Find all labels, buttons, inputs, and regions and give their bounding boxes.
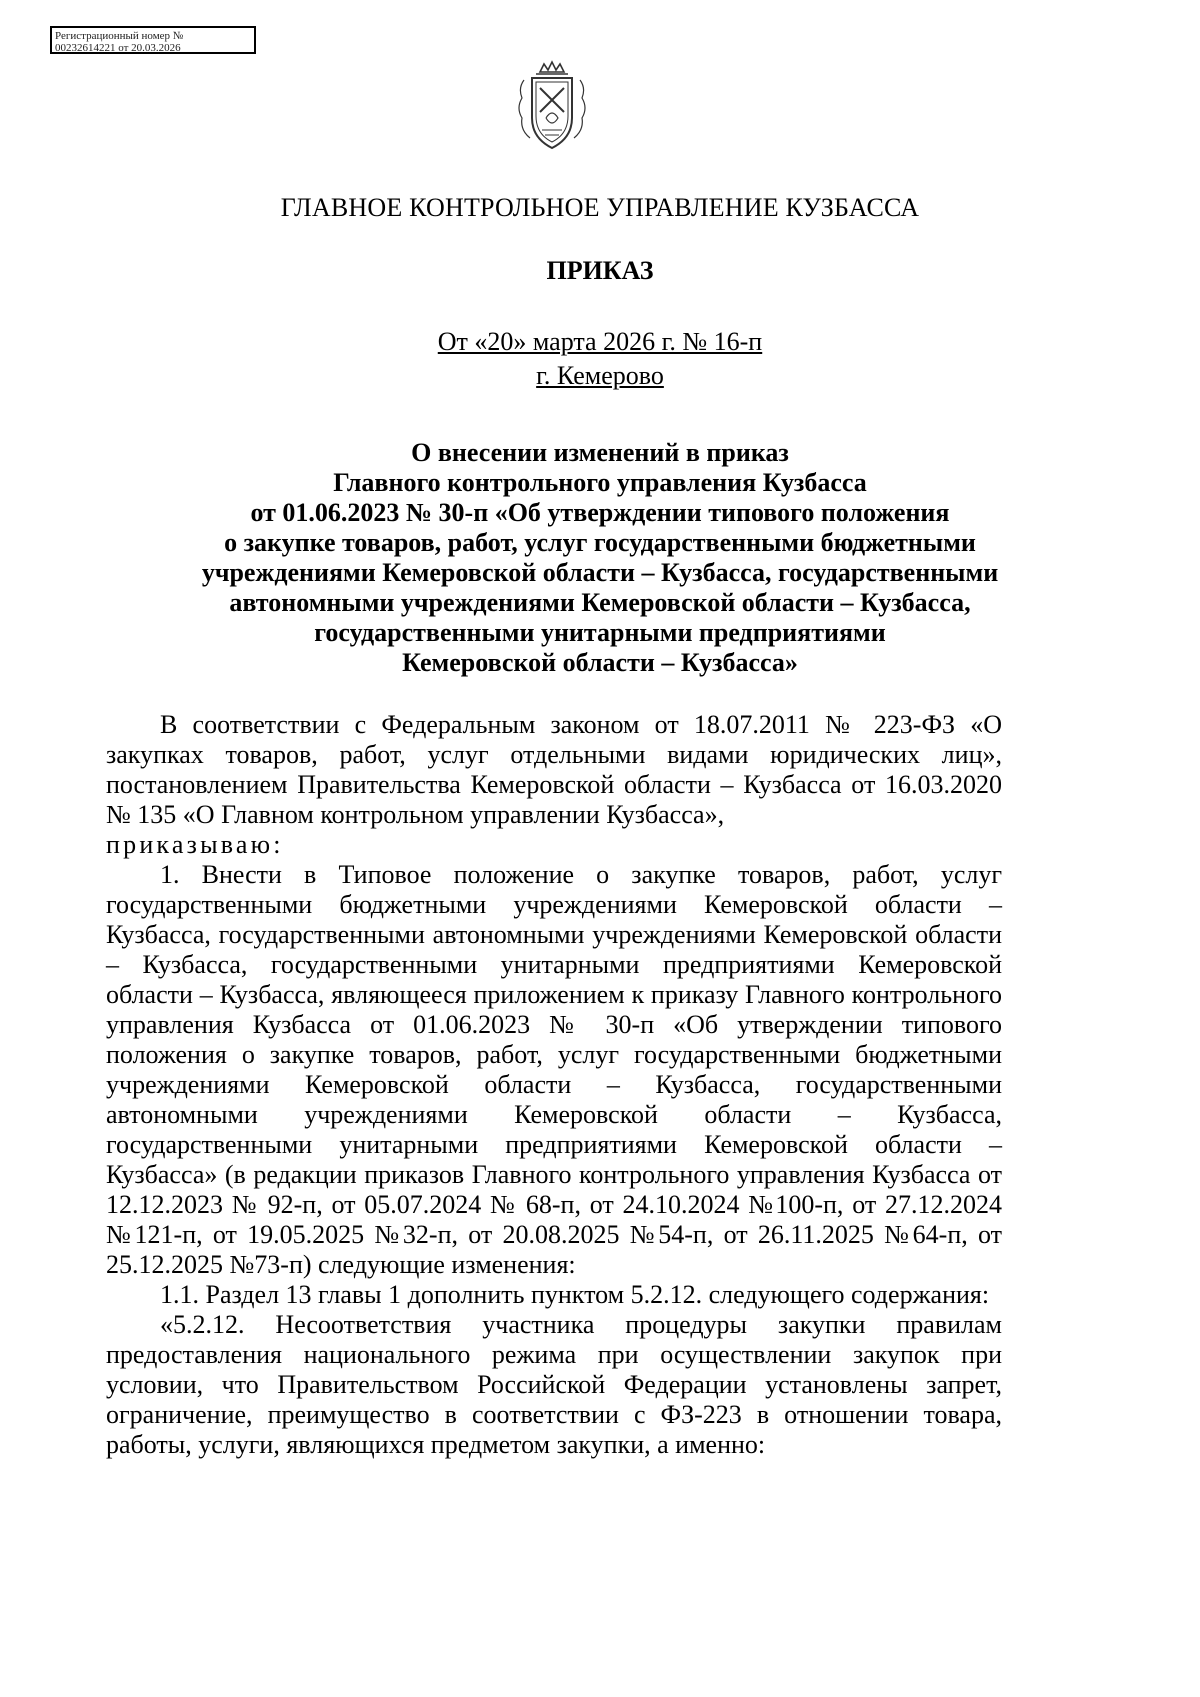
date-and-number-block [0,325,1200,393]
registration-number: 00232614221 от 20.03.2026 [55,42,181,54]
registration-label: Регистрационный номер № [55,30,184,42]
order-word [106,830,1002,860]
document-type: ПРИКАЗ [546,256,654,285]
title-line: государственными унитарными предприятиями [314,618,886,647]
title-line: Кемеровской области – Кузбасса» [402,648,798,677]
item-1-1-paragraph: 1.1. Раздел 13 главы 1 дополнить пунктом 5.2.12. следующего содержания: [160,1280,990,1309]
kuzbass-coat-of-arms-icon [512,58,592,154]
item-1-paragraph: 1. Внести в Типовое положение о закупке товаров, работ, услуг государственными бюджетными учреждениями Кемеровской области – Кузбасса, государственными автономными учреждениями Кемеровской области – Кузбасса, государственными унитарными предприятиями Кемеровской области – Кузбасса, являющееся приложением к приказу Главного контрольного управления Кузбасса от 01.06.2023 № 30-п «Об утверждении типового положения о закупке товаров, работ, услуг государственными бюджетными учреждениями Кемеровской области – Кузбасса, государственными автономными учреждениями Кемеровской области – Кузбасса, государственными унитарными предприятиями Кемеровской области – Кузбасса» (в редакции приказов Главного контрольного управления Кузбасса от 12.12.2023 № 92-п, от 05.07.2024 № 68-п, от 24.10.2024 №100-п, от 27.12.2024 №121-п, от 19.05.2025 №32-п, от 20.08.2025 №54-п, от 26.11.2025 №64-п, от 25.12.2025 №73-п) следующие изменения: [106,860,1002,1279]
document-title [100,438,1100,678]
preamble-paragraph: В соответствии с Федеральным законом от 18.07.2011 № 223-ФЗ «О закупках товаров, работ, услуг отдельными видами юридических лиц», постановлением Правительства Кемеровской области – Кузбасса от 16.03.2020 № 135 «О Главном контрольном управлении Кузбасса», [106,710,1002,829]
city: г. Кемерово [536,361,664,390]
title-line: автономными учреждениями Кемеровской области – Кузбасса, [229,588,971,617]
title-line: о закупке товаров, работ, услуг государственными бюджетными [224,528,976,557]
title-line: от 01.06.2023 № 30-п «Об утверждении типового положения [250,498,950,527]
title-line: Главного контрольного управления Кузбасса [333,468,867,497]
organization-name: ГЛАВНОЕ КОНТРОЛЬНОЕ УПРАВЛЕНИЕ КУЗБАССА [280,193,920,222]
order-word-text: приказываю: [106,830,284,859]
document-body [106,710,1002,1460]
title-line: учреждениями Кемеровской области – Кузбасса, государственными [201,558,999,587]
item-5-2-12-paragraph: «5.2.12. Несоответствия участника процедуры закупки правилам предоставления национального режима при осуществлении закупок при условии, что Правительством Российской Федерации установлены запрет, ограничение, преимущество в соответствии с ФЗ-223 в отношении товара, работы, услуги, являющихся предметом закупки, а именно: [106,1310,1002,1459]
date-number: От «20» марта 2026 г. № 16-п [437,327,763,356]
registration-stamp [50,26,256,54]
title-line: О внесении изменений в приказ [411,438,789,467]
